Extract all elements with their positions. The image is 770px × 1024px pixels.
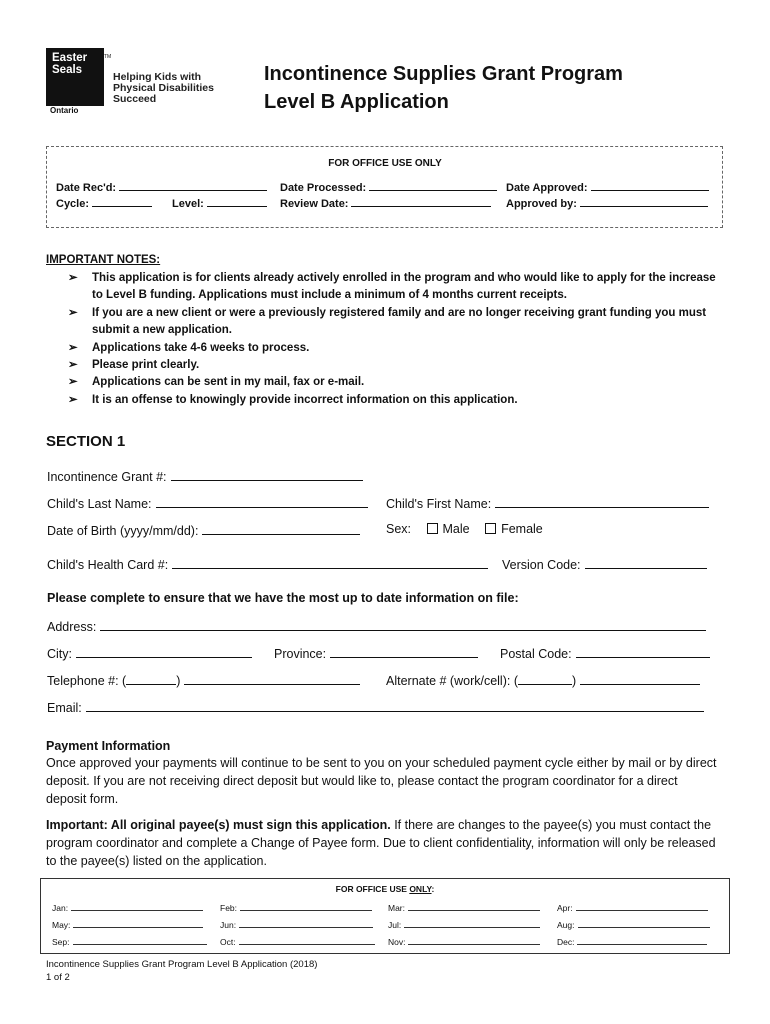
- note-text: This application is for clients already actively enrolled in the program and who would like to apply for the increase to Level B funding. Applications must include a minimum of 4 months current receipts.: [92, 272, 716, 301]
- note-text: Applications can be sent in my mail, fax or e-mail.: [92, 376, 365, 388]
- note-item: [68, 357, 728, 374]
- version-code-label: Version Code:: [502, 558, 581, 572]
- level-field[interactable]: [172, 196, 267, 210]
- approved-by-field[interactable]: [506, 196, 708, 210]
- date-approved-label: Date Approved:: [506, 182, 588, 194]
- month-line[interactable]: [404, 919, 540, 928]
- female-checkbox[interactable]: [485, 523, 496, 534]
- important-text: If there are changes to the payee(s) you must contact the program coordinator and complete a Change of Payee form. Due to client confidentiality, information will only be released to the payee(s) listed on the application.: [46, 818, 716, 868]
- grant-number-field[interactable]: [47, 468, 363, 484]
- month-field[interactable]: [388, 902, 540, 913]
- postal-code-field[interactable]: [500, 645, 710, 661]
- easter-seals-logo: [46, 48, 104, 106]
- first-name-field[interactable]: [386, 495, 709, 511]
- month-label: Apr:: [557, 903, 573, 913]
- logo-line2: Seals: [52, 64, 83, 76]
- alternate-label: Alternate # (work/cell): (: [386, 674, 518, 688]
- male-checkbox[interactable]: [427, 523, 438, 534]
- date-recd-field[interactable]: [56, 180, 267, 194]
- logo-tagline: [113, 72, 214, 105]
- note-item: [68, 392, 728, 409]
- email-field[interactable]: [47, 699, 704, 715]
- last-name-line[interactable]: [156, 495, 368, 508]
- update-note-text: Please complete to ensure that we have the most up to date information on file:: [47, 591, 519, 605]
- sex-label: Sex:: [386, 522, 412, 536]
- cycle-label: Cycle:: [56, 198, 90, 210]
- alternate-paren: ): [571, 674, 577, 688]
- city-line[interactable]: [76, 645, 252, 658]
- dob-field[interactable]: [47, 522, 360, 538]
- page-number: 1 of 2: [46, 972, 70, 983]
- tagline-line1: Helping Kids with: [113, 71, 202, 83]
- version-code-field[interactable]: [502, 556, 707, 572]
- address-label: Address:: [47, 620, 97, 634]
- postal-code-label: Postal Code:: [500, 647, 572, 661]
- date-approved-line[interactable]: [591, 180, 709, 191]
- month-line[interactable]: [576, 902, 708, 911]
- logo-trademark: TM: [104, 54, 112, 60]
- month-label: Feb:: [220, 903, 238, 913]
- telephone-paren: ): [176, 674, 181, 688]
- month-label: May:: [52, 920, 71, 930]
- approved-by-line[interactable]: [580, 196, 708, 207]
- email-line[interactable]: [86, 699, 704, 712]
- month-field[interactable]: [220, 902, 372, 913]
- month-field[interactable]: [52, 919, 203, 930]
- arrow-bullet-icon: ➢: [68, 376, 78, 388]
- month-line[interactable]: [73, 936, 207, 945]
- important-notes-heading: IMPORTANT NOTES:: [46, 254, 161, 266]
- female-label: Female: [501, 522, 543, 536]
- arrow-bullet-icon: ➢: [68, 307, 78, 319]
- document-title: [264, 60, 623, 116]
- date-processed-field[interactable]: [280, 180, 497, 194]
- footer-title: Incontinence Supplies Grant Program Level B Application (2018): [46, 959, 318, 970]
- month-label: Aug:: [557, 920, 575, 930]
- office-use-2-prefix: FOR OFFICE USE: [335, 884, 410, 894]
- office-use-heading: FOR OFFICE USE ONLY: [328, 158, 442, 169]
- note-text: If you are a new client or were a previously registered family and are no longer receiving grant funding you must submit a new application.: [92, 307, 707, 336]
- month-line[interactable]: [239, 936, 375, 945]
- month-field[interactable]: [557, 902, 708, 913]
- arrow-bullet-icon: ➢: [68, 272, 78, 284]
- grant-number-label: Incontinence Grant #:: [47, 470, 167, 484]
- month-line[interactable]: [71, 902, 203, 911]
- office-use-2-suffix: :: [431, 884, 435, 894]
- date-recd-line[interactable]: [119, 180, 267, 191]
- month-line[interactable]: [240, 902, 372, 911]
- version-code-line[interactable]: [585, 556, 707, 569]
- month-line[interactable]: [408, 936, 540, 945]
- province-label: Province:: [274, 647, 327, 661]
- title-line2: Level B Application: [264, 91, 449, 113]
- date-recd-label: Date Rec'd:: [56, 182, 117, 194]
- section-1-heading: SECTION 1: [46, 433, 126, 450]
- address-line[interactable]: [100, 618, 706, 631]
- last-name-label: Child's Last Name:: [47, 497, 152, 511]
- arrow-bullet-icon: ➢: [68, 359, 78, 371]
- arrow-bullet-icon: ➢: [68, 342, 78, 354]
- last-name-field[interactable]: [47, 495, 368, 511]
- note-item: [68, 374, 728, 391]
- logo-line1: Easter: [52, 52, 88, 64]
- email-label: Email:: [47, 701, 82, 715]
- important-bold-text: Important: All original payee(s) must sign this application.: [46, 818, 391, 832]
- note-item: [68, 340, 728, 357]
- grant-number-line[interactable]: [171, 468, 363, 481]
- month-label: Sep:: [52, 937, 70, 947]
- note-text: Please print clearly.: [92, 359, 200, 371]
- month-line[interactable]: [408, 902, 540, 911]
- month-field[interactable]: [557, 936, 707, 947]
- note-text: Applications take 4-6 weeks to process.: [92, 342, 310, 354]
- date-processed-line[interactable]: [369, 180, 497, 191]
- address-field[interactable]: [47, 618, 706, 634]
- office-use-heading-2: [0, 884, 770, 894]
- male-label: Male: [442, 522, 470, 536]
- arrow-bullet-icon: ➢: [68, 394, 78, 406]
- month-label: Jan:: [52, 903, 69, 913]
- title-line1: Incontinence Supplies Grant Program: [264, 63, 623, 85]
- month-label: Oct:: [220, 937, 236, 947]
- telephone-label: Telephone #: (: [47, 674, 127, 688]
- review-date-field[interactable]: [280, 196, 491, 210]
- note-text: It is an offense to knowingly provide incorrect information on this application.: [92, 394, 518, 406]
- cycle-field[interactable]: [56, 196, 152, 210]
- health-card-label: Child's Health Card #:: [47, 558, 169, 572]
- month-label: Nov:: [388, 937, 406, 947]
- province-field[interactable]: [274, 645, 478, 661]
- note-item: [68, 270, 728, 304]
- logo-ontario: Ontario: [50, 106, 79, 115]
- first-name-label: Child's First Name:: [386, 497, 492, 511]
- month-line[interactable]: [73, 919, 203, 928]
- month-line[interactable]: [578, 919, 710, 928]
- health-card-field[interactable]: [47, 556, 488, 572]
- city-field[interactable]: [47, 645, 252, 661]
- note-item: [68, 305, 728, 339]
- month-field[interactable]: [220, 936, 375, 947]
- sex-field: [386, 522, 543, 536]
- month-field[interactable]: [52, 902, 203, 913]
- month-field[interactable]: [557, 919, 710, 930]
- first-name-line[interactable]: [495, 495, 709, 508]
- month-field[interactable]: [52, 936, 207, 947]
- telephone-field[interactable]: [47, 672, 360, 688]
- health-card-line[interactable]: [172, 556, 488, 569]
- payment-text: Once approved your payments will continue to be sent to you on your scheduled payment cycle either by mail or by direct deposit. If you are not receiving direct deposit but would like to, please contact the program coordinator for a direct deposit form.: [46, 756, 717, 806]
- review-date-line[interactable]: [351, 196, 491, 207]
- alternate-phone-field[interactable]: [386, 672, 700, 688]
- tagline-line2: Physical Disabilities: [113, 82, 214, 94]
- level-line[interactable]: [207, 196, 267, 207]
- alternate-line[interactable]: [580, 672, 700, 685]
- month-label: Mar:: [388, 903, 405, 913]
- level-label: Level:: [172, 198, 204, 210]
- dob-line[interactable]: [202, 522, 360, 535]
- page-footer: [46, 958, 317, 984]
- telephone-area-line[interactable]: [126, 672, 176, 685]
- date-processed-label: Date Processed:: [280, 182, 367, 194]
- month-field[interactable]: [388, 936, 540, 947]
- province-line[interactable]: [330, 645, 478, 658]
- month-line[interactable]: [239, 919, 373, 928]
- payment-heading: Payment Information: [46, 739, 171, 753]
- month-label: Jun:: [220, 920, 237, 930]
- update-note: [47, 591, 519, 605]
- date-approved-field[interactable]: [506, 180, 709, 194]
- important-paragraph: [46, 816, 718, 870]
- month-field[interactable]: [388, 919, 540, 930]
- city-label: City:: [47, 647, 72, 661]
- month-label: Jul:: [388, 920, 402, 930]
- office-use-2-only: ONLY: [409, 884, 432, 894]
- telephone-line[interactable]: [184, 672, 360, 685]
- approved-by-label: Approved by:: [506, 198, 577, 210]
- alternate-area-line[interactable]: [518, 672, 572, 685]
- month-field[interactable]: [220, 919, 373, 930]
- cycle-line[interactable]: [92, 196, 152, 207]
- tagline-line3: Succeed: [113, 93, 157, 105]
- review-date-label: Review Date:: [280, 198, 349, 210]
- month-label: Dec:: [557, 937, 575, 947]
- dob-label: Date of Birth (yyyy/mm/dd):: [47, 524, 199, 538]
- month-line[interactable]: [577, 936, 707, 945]
- postal-code-line[interactable]: [576, 645, 710, 658]
